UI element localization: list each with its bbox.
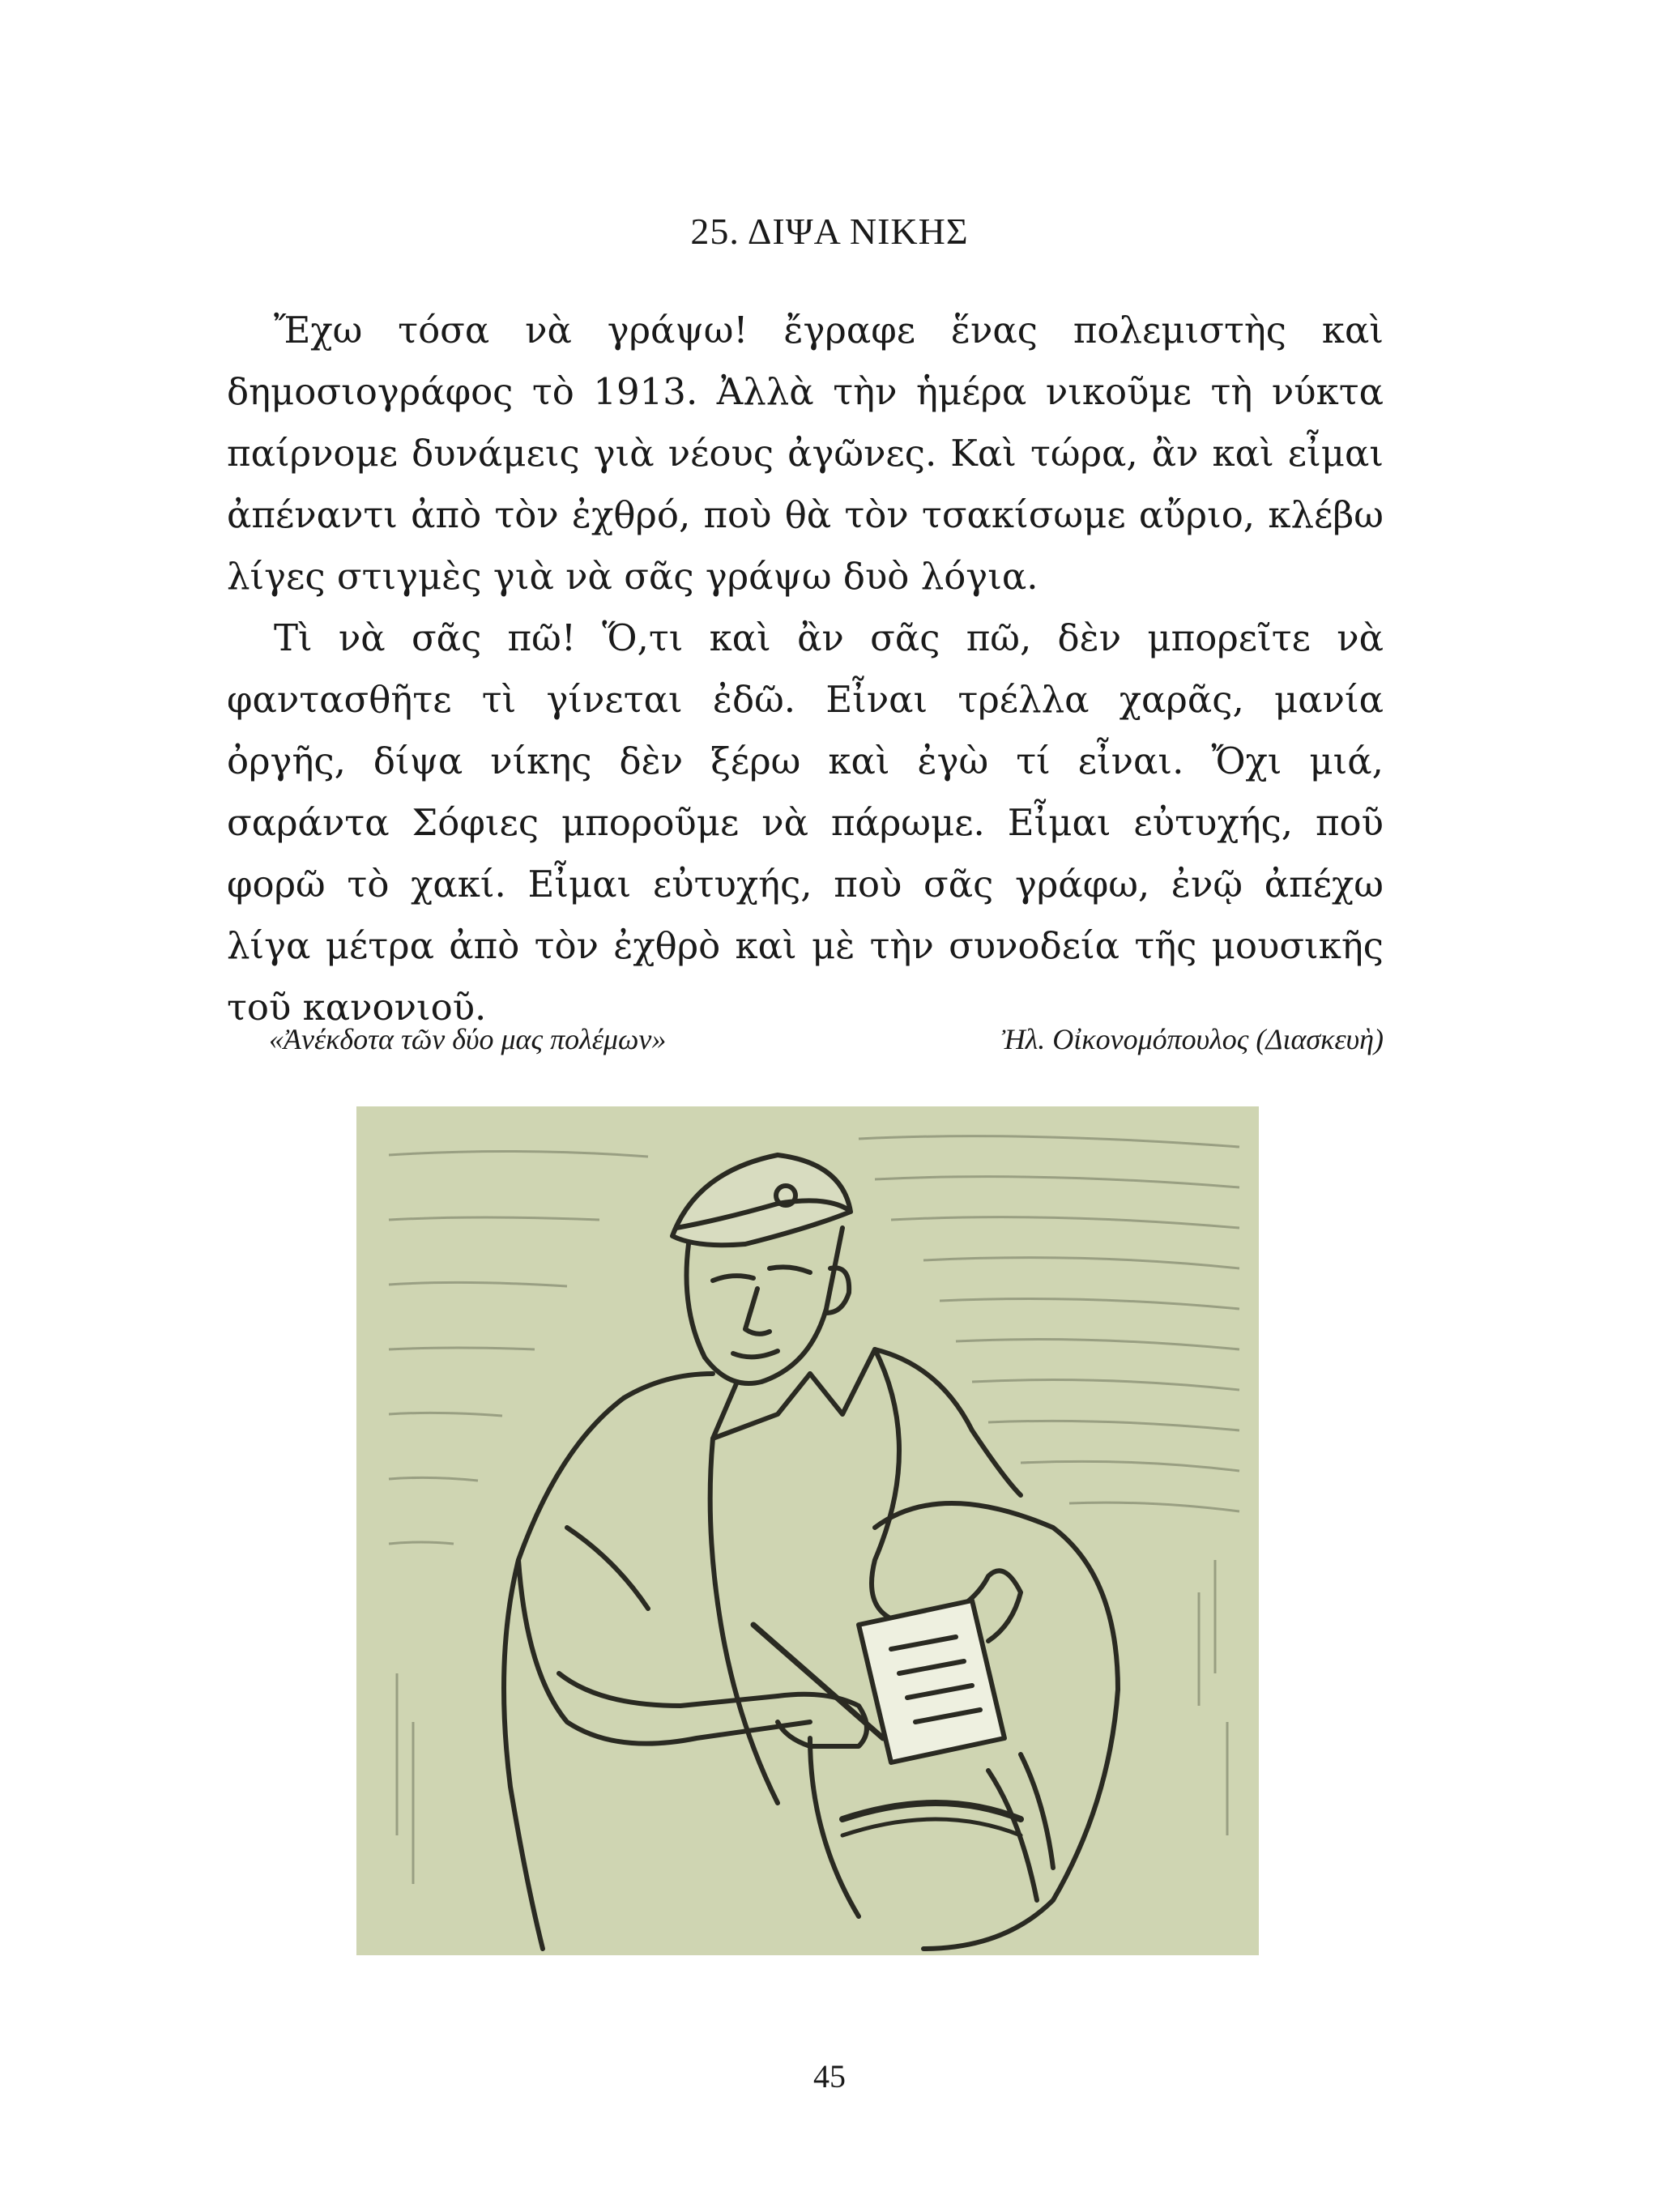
body-text	[227, 300, 1384, 1038]
source-book: «Ἀνέκδοτα τῶν δύο μας πολέμων»	[269, 1023, 667, 1055]
paragraph: Τὶ νὰ σᾶς πῶ! Ὅ,τι καὶ ἂν σᾶς πῶ, δὲν μπορεῖτε νὰ φαντασθῆτε τὶ γίνεται ἐδῶ. Εἶναι τρέλλα χαρᾶς, μανία ὀργῆς, δίψα νίκης δὲν ξέρω καὶ ἐγὼ τί εἶναι. Ὄχι μιά, σαράντα Σόφιες μποροῦμε νὰ πάρωμε. Εἶμαι εὐτυχής, ποῦ φορῶ τὸ χακί. Εἶμαι εὐτυχής, ποὺ σᾶς γράφω, ἐνῷ ἀπέχω λίγα μέτρα ἀπὸ τὸν ἐχθρὸ καὶ μὲ τὴν συνοδεία τῆς μουσικῆς τοῦ κανονιοῦ.	[227, 616, 1384, 1029]
paragraph: Ἔχω τόσα νὰ γράψω! ἔγραφε ἕνας πολεμιστὴς καὶ δημοσιογράφος τὸ 1913. Ἀλλὰ τὴν ἡμέρα νικοῦμε τὴ νύκτα παίρνομε δυνάμεις γιὰ νέους ἀγῶνες. Καὶ τώρα, ἂν καὶ εἶμαι ἀπέναντι ἀπὸ τὸν ἐχθρό, ποὺ θὰ τὸν τσακίσωμε αὔριο, κλέβω λίγες στιγμὲς γιὰ νὰ σᾶς γράψω δυὸ λόγια.	[227, 309, 1384, 598]
soldier-illustration	[356, 1106, 1259, 1955]
page-number: 45	[813, 2058, 846, 2095]
chapter-title: 25. ΔΙΨΑ ΝΙΚΗΣ	[690, 210, 969, 252]
soldier-writing-drawing	[356, 1106, 1259, 1955]
source-author: Ἠλ. Οἰκονομόπουλος (Διασκευὴ)	[1001, 1023, 1384, 1055]
